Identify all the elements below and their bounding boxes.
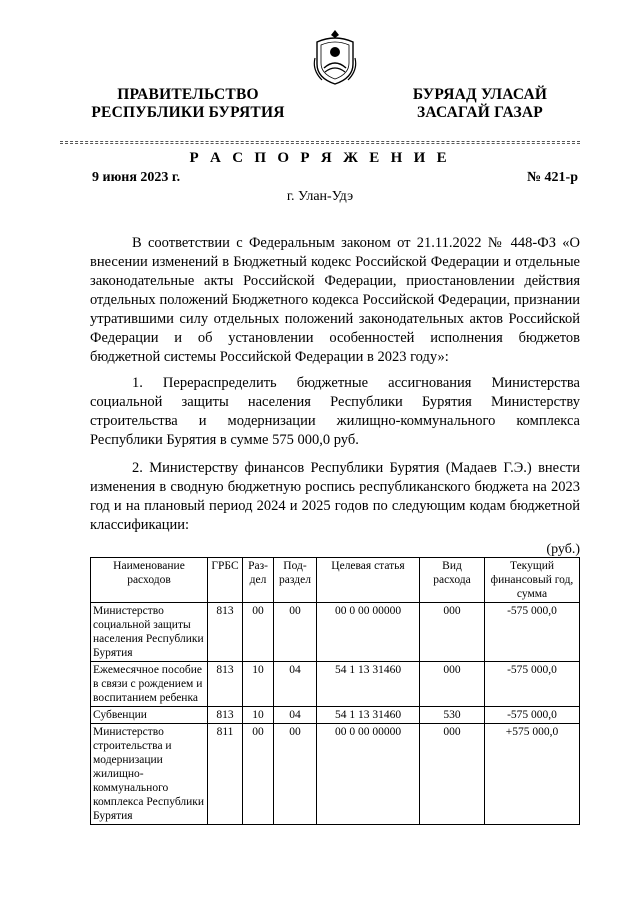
cell-name: Министерство социальной защиты населения Республики Бурятия [91,603,208,662]
document-number: № 421-р [526,170,578,185]
cell-section: 00 [243,603,274,662]
cell-section: 00 [243,724,274,825]
cell-expense-type: 000 [420,603,485,662]
header-divider-second [60,143,580,144]
header-name: Наименование расходов [91,558,208,603]
header-target-item: Целевая статья [317,558,420,603]
cell-name: Министерство строительства и модернизации жилищно-коммунального комплекса Республики Бурятия [91,724,208,825]
cell-expense-type: 000 [420,662,485,707]
header-subsection: Под-раздел [274,558,317,603]
cell-amount: -575 000,0 [485,707,580,724]
table-row [91,707,580,724]
cell-subsection: 04 [274,707,317,724]
issuer-buryat-line-2: ЗАСАГАЙ ГАЗАР [417,104,543,121]
cell-section: 10 [243,662,274,707]
cell-grbs: 811 [208,724,243,825]
cell-target-item: 00 0 00 00000 [317,724,420,825]
coat-of-arms-emblem [312,28,358,86]
cell-target-item: 54 1 13 31460 [317,662,420,707]
cell-amount: +575 000,0 [485,724,580,825]
cell-expense-type: 000 [420,724,485,825]
cell-subsection: 04 [274,662,317,707]
cell-grbs: 813 [208,707,243,724]
cell-name: Ежемесячное пособие в связи с рождением и воспитанием ребенка [91,662,208,707]
header-divider [60,141,580,142]
cell-name: Субвенции [91,707,208,724]
header-grbs: ГРБС [208,558,243,603]
budget-table [90,557,580,825]
cell-grbs: 813 [208,662,243,707]
issuer-buryat-line-1: БУРЯАД УЛАСАЙ [412,86,548,103]
header-section: Раз-дел [243,558,274,603]
cell-grbs: 813 [208,603,243,662]
table-unit-label: (руб.) [546,542,580,557]
cell-amount: -575 000,0 [485,603,580,662]
clause-2-paragraph: 2. Министерству финансов Республики Бурятия (Мадаев Г.Э.) внести изменения в сводную бюджетную роспись республиканского бюджета на 2023 год и на плановый период 2024 и 2025 годов по следующим кодам бюджетной классификации: [90,460,580,533]
header-expense-type: Вид расхода [420,558,485,603]
cell-target-item: 00 0 00 00000 [317,603,420,662]
cell-section: 10 [243,707,274,724]
issuer-line-2: РЕСПУБЛИКИ БУРЯТИЯ [91,104,285,121]
header-amount: Текущий финансовый год, сумма [485,558,580,603]
cell-expense-type: 530 [420,707,485,724]
document-city: г. Улан-Удэ [286,189,354,204]
cell-target-item: 54 1 13 31460 [317,707,420,724]
issuer-name-russian [88,86,288,122]
preamble-paragraph: В соответствии с Федеральным законом от 21.11.2022 № 448-ФЗ «О внесении изменений в Бюджетный кодекс Российской Федерации и отдельные законодательные акты Российской Федерации, приостановлении действия отдельных положений Бюджетного кодекса Российской Федерации, признании утратившими силу отдельных положений законодательных актов Российской Федерации и об установлении особенностей исполнения бюджетов бюджетной системы Российской Федерации в 2023 году»: [90,235,580,365]
issuer-line-1: ПРАВИТЕЛЬСТВО [117,86,259,103]
table-row [91,662,580,707]
document-date: 9 июня 2023 г. [92,170,181,185]
cell-subsection: 00 [274,724,317,825]
cell-amount: -575 000,0 [485,662,580,707]
cell-subsection: 00 [274,603,317,662]
document-title: Р А С П О Р Я Ж Е Н И Е [189,150,451,166]
table-header-row [91,558,580,603]
issuer-name-buryat [400,86,560,122]
table-row [91,603,580,662]
table-row [91,724,580,825]
clause-1-paragraph: 1. Перераспределить бюджетные ассигнования Министерства социальной защиты населения Республики Бурятия Министерству строительства и модернизации жилищно-коммунального комплекса Республики Бурятия в сумме 575 000,0 руб. [90,375,580,448]
